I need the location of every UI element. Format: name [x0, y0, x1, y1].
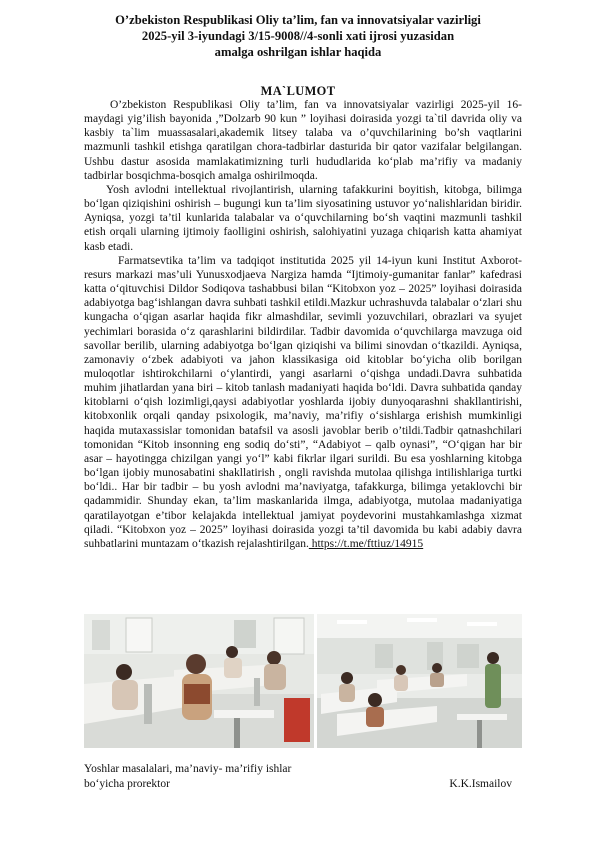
header-line-letter-reference: 2025-yil 3-iyundagi 3/15-9008//4-sonli xati ijrosi yuzasidan	[141, 29, 455, 43]
document-header	[70, 12, 526, 60]
paragraph-intro: O’zbekiston Respublikasi Oliy ta’lim, fan va innovatsiyalar vazirligi 2025-yil 16-maydagi yig’ilish bayonida ,”Dolzarb 90 kun ” loyihasi doirasida yozgi ta`til davrida oliy va kasbiy ta`lim muassasalari,akademik litsey talaba va o’quvchilarining bo’sh vaqtlarini mazmunli tashkil etishga qaratilgan chora-tadbirlar dasturida bir qator vazifalar belgilangan. Ushbu dastur asosida mamlakatimizning turli hududlarida ko‘plab ma’rifiy va madaniy tadbirlar bosqichma-bosqich amalga oshirilmoqda.	[84, 99, 522, 182]
event-description-text: Farmatsevtika ta’lim va tadqiqot institutida 2025 yil 14-iyun kuni Institut Axborot-resurs markazi mas’uli Yunusxodjaeva Nargiza hamda “Ijtimoiy-gumanitar fanlar” kafedrasi katta o‘qituvchisi Dildor Sodiqova tashabbusi bilan “Kitobxon yoz – 2025” loyihasi doirasida adabiyotga bag‘ishlangan davra suhbati tashkil etildi.Mazkur uchrashuvda talabalar o‘zlari shu kungacha o‘qigan asarlar haqida fikr almashdilar, sevimli yozuvchilari, obrazlari va syujet yechimlari borasida o‘z qarashlarini bildirdilar. Tadbir davomida o‘quvchilarga mavzuga oid savollar berilib, ularning adabiyotga bo‘lgan qiziqishi va bilimi sinovdan o‘tkazildi. Ayniqsa, zamonaviy o‘zbek adabiyoti va jahon klassikasiga oid kitoblar bo‘yicha olib borilgan muloqotlar ishtirokchilarni o‘ylantirdi, yangi asarlarni o‘qishga undadi.Davra suhbatida muhim jihatlardan yana biri – kitob tanlash madaniyati haqida bo‘ldi. Davra suhbatida qanday kitoblarni o‘qish lozimligi,qaysi adabiyotlar yoshlarda ijobiy dunyoqarashni shakllantirishi, kitobxonlik orqali qanday psixologik, ma’naviy, ma’rifiy o‘sishlarga erishish mumkinligi haqida mutaxassislar tomonidan batafsil va asosli javoblar berib o’tildi.Tadbir qatnashchilari tomonidan “Kitob insonning eng sodiq do‘sti”, “Adabiyot – qalb oynasi”, “O‘qigan har bir asar – hayotingga chizilgan yangi yo‘l” kabi fikrlar ilgari surildi. Bu esa yoshlarning kitobga bo‘lgan ijobiy munosabatini shakllatirish , ongli ravishda mutolaa qilishga intilishlariga turtki bo‘ldi.. Har bir tadbir – bu yosh avlodni ma’naviyatga, tafakkurga, bilimga yetaklovchi bir qadammidir. Shunday ekan, ta’lim maskanlarida ilmga, adabiyotga, mutolaa madaniyatiga qaratilayotgan e’tibor kelajakda intellektual jamiyat poydevorini mustahkamlashga xizmat qiladi. “Kitobxon yoz – 2025” loyihasi doirasida yozgi ta’til davomida bu kabi adabiy davra suhbatlarini muntazam o‘tkazish rejalashtirilgan.	[84, 254, 522, 550]
document-body	[84, 98, 522, 551]
paragraph-event-description	[84, 254, 522, 551]
signatory-name: K.K.Ismailov	[449, 777, 512, 790]
telegram-link[interactable]: https://t.me/fttiuz/14915	[308, 537, 424, 550]
document-title: MA`LUMOT	[260, 84, 336, 98]
event-photo-left	[84, 614, 314, 748]
paragraph-youth-development: Yosh avlodni intellektual rivojlantirish, ularning tafakkurini boyitish, kitobga, bilimga bo‘lgan qiziqishini oshirish – bugungi kun ta’lim siyosatining ustuvor yo‘nalishlaridan biridir. Ayniqsa, yozgi ta’til kunlarida talabalar va o‘quvchilarning bo‘sh vaqtini mazmunli tashkil etish orqali ularning ijtimoiy faolligini oshirish, salohiyatini yuzaga chiqarish katta ahamiyat kasb etadi.	[84, 183, 522, 253]
event-photo-right	[317, 614, 522, 748]
header-line-ministry: O’zbekiston Respublikasi Oliy ta’lim, fan va innovatsiyalar vazirligi	[115, 13, 481, 27]
signatory-position-line1: Yoshlar masalalari, ma’naviy- ma’rifiy ishlar	[84, 763, 292, 775]
signature-block	[84, 762, 522, 791]
header-line-subject: amalga oshrilgan ishlar haqida	[214, 45, 382, 59]
signatory-position-line2: bo‘yicha prorektor	[84, 777, 170, 790]
